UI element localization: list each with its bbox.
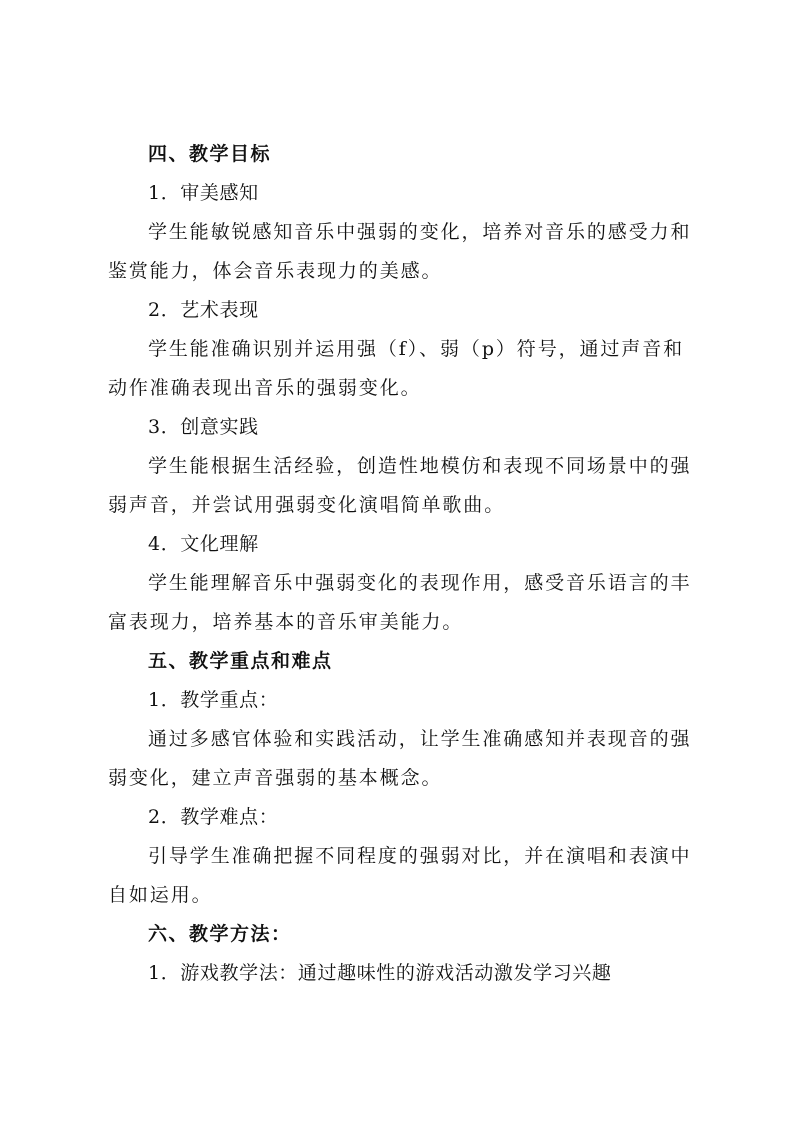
- objective-title-creative: 3．创意实践: [148, 416, 259, 438]
- section-heading-teaching-methods: 六、教学方法：: [148, 923, 292, 945]
- paragraph-line: 通过多感官体验和实践活动，让学生准确感知并表现音的强: [148, 728, 692, 750]
- difficulty-title: 2．教学难点：: [148, 806, 279, 828]
- paragraph-line: 鉴赏能力，体会音乐表现力的美感。: [108, 260, 443, 282]
- objective-title-cultural: 4．文化理解: [148, 533, 259, 555]
- objective-title-artistic: 2．艺术表现: [148, 299, 259, 321]
- paragraph-line: 弱变化，建立声音强弱的基本概念。: [108, 767, 443, 789]
- paragraph-line: 自如运用。: [108, 884, 213, 906]
- paragraph-line: 弱声音，并尝试用强弱变化演唱简单歌曲。: [108, 494, 506, 516]
- section-heading-teaching-objectives: 四、教学目标: [148, 143, 272, 165]
- paragraph-line: 富表现力，培养基本的音乐审美能力。: [108, 611, 464, 633]
- method-item-game: 1．游戏教学法：通过趣味性的游戏活动激发学习兴趣: [148, 962, 612, 984]
- paragraph-line: 学生能理解音乐中强弱变化的表现作用，感受音乐语言的丰: [148, 572, 692, 594]
- paragraph-line: 引导学生准确把握不同程度的强弱对比，并在演唱和表演中: [148, 845, 692, 867]
- objective-title-aesthetic: 1．审美感知: [148, 182, 259, 204]
- paragraph-line: 学生能敏锐感知音乐中强弱的变化，培养对音乐的感受力和: [148, 221, 692, 243]
- paragraph-line: 学生能准确识别并运用强（f）、弱（p）符号，通过声音和: [148, 338, 684, 360]
- document-body: [108, 135, 696, 993]
- paragraph-line: 学生能根据生活经验，创造性地模仿和表现不同场景中的强: [148, 455, 692, 477]
- paragraph-line: 动作准确表现出音乐的强弱变化。: [108, 377, 422, 399]
- section-heading-key-points: 五、教学重点和难点: [148, 650, 333, 672]
- key-point-title: 1．教学重点：: [148, 689, 279, 711]
